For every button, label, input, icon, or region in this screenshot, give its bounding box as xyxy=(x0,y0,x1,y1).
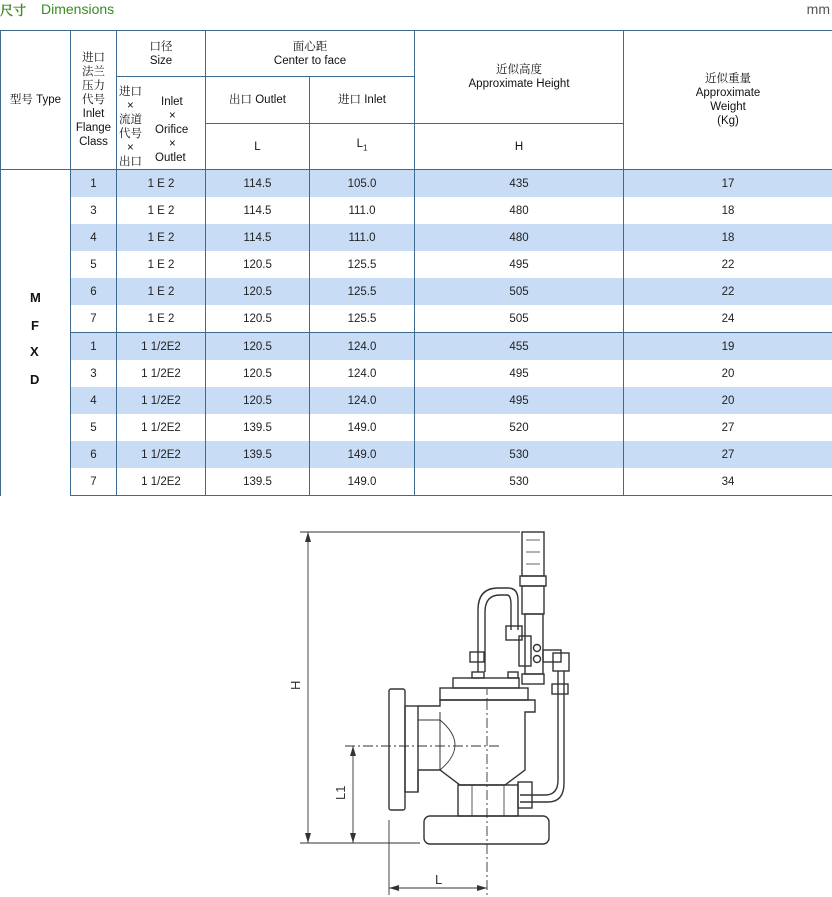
class-cell: 6 xyxy=(71,441,117,468)
L-cell: 120.5 xyxy=(206,360,310,387)
size-cell: 1 E 2 xyxy=(117,170,206,198)
table-row xyxy=(1,414,832,441)
L-cell: 120.5 xyxy=(206,387,310,414)
weight-cell: 19 xyxy=(624,333,832,361)
section-title-en: Dimensions xyxy=(41,1,115,17)
weight-label-line: (Kg) xyxy=(717,115,739,127)
weight-cell: 24 xyxy=(624,305,832,333)
class-cell: 6 xyxy=(71,278,117,305)
weight-cell: 22 xyxy=(624,251,832,278)
size-label-zh: 口径 xyxy=(149,40,173,53)
table-row xyxy=(1,170,832,198)
H-cell: 480 xyxy=(415,197,624,224)
weight-header xyxy=(624,31,832,170)
L-cell: 120.5 xyxy=(206,305,310,333)
valve-drawing xyxy=(0,505,832,897)
size-sub-text: Orifice xyxy=(155,124,189,136)
height-label-zh: 近似高度 xyxy=(496,64,543,76)
class-cell: 7 xyxy=(71,468,117,496)
weight-cell: 18 xyxy=(624,224,832,251)
class-cell: 5 xyxy=(71,414,117,441)
weight-label-line: Approximate xyxy=(695,87,761,99)
class-label-line: 进口 xyxy=(82,52,105,64)
size-cell: 1 E 2 xyxy=(117,278,206,305)
L1-cell: 149.0 xyxy=(310,414,415,441)
H-header: H xyxy=(415,124,624,170)
type-letter: D xyxy=(30,372,40,387)
table-row xyxy=(1,360,832,387)
size-cell: 1 E 2 xyxy=(117,197,206,224)
weight-cell: 18 xyxy=(624,197,832,224)
H-cell: 435 xyxy=(415,170,624,198)
class-cell: 7 xyxy=(71,305,117,333)
section-title-zh: 尺寸 xyxy=(0,3,27,18)
class-label-line: Class xyxy=(79,136,108,148)
H-cell: 505 xyxy=(415,305,624,333)
weight-cell: 22 xyxy=(624,278,832,305)
height-header xyxy=(415,31,624,124)
dimensions-table xyxy=(0,30,832,496)
table-row xyxy=(1,278,832,305)
L1-cell: 125.5 xyxy=(310,278,415,305)
L1-subscript: 1 xyxy=(362,143,368,153)
weight-cell: 34 xyxy=(624,468,832,496)
size-sub-text: × xyxy=(169,138,176,150)
table-row xyxy=(1,197,832,224)
size-cell: 1 1/2E2 xyxy=(117,333,206,361)
size-header xyxy=(117,31,206,77)
L-cell: 114.5 xyxy=(206,224,310,251)
weight-cell: 17 xyxy=(624,170,832,198)
L1-dimension xyxy=(333,746,500,843)
class-label-line: 法兰 xyxy=(82,66,105,78)
dim-L1-label: L1 xyxy=(333,785,348,800)
size-sub-text: 出口 xyxy=(119,156,142,168)
H-cell: 495 xyxy=(415,251,624,278)
section-header xyxy=(0,0,832,22)
size-sub-text: Inlet xyxy=(161,96,183,108)
L-cell: 139.5 xyxy=(206,468,310,496)
H-cell: 495 xyxy=(415,360,624,387)
H-cell: 480 xyxy=(415,224,624,251)
inlet-flange-class-header xyxy=(71,31,117,170)
size-cell: 1 1/2E2 xyxy=(117,468,206,496)
pilot-assembly xyxy=(470,532,569,808)
type-letter: X xyxy=(30,344,39,359)
L-cell: 114.5 xyxy=(206,170,310,198)
size-sub-text: 流道 xyxy=(119,114,142,126)
size-cell: 1 1/2E2 xyxy=(117,441,206,468)
size-sub-text: × xyxy=(127,142,134,154)
weight-cell: 27 xyxy=(624,441,832,468)
class-label-line: Flange xyxy=(75,122,112,134)
class-cell: 4 xyxy=(71,224,117,251)
class-cell: 1 xyxy=(71,333,117,361)
H-cell: 495 xyxy=(415,387,624,414)
table-row xyxy=(1,468,832,496)
center-label-zh: 面心距 xyxy=(292,40,328,53)
size-cell: 1 1/2E2 xyxy=(117,387,206,414)
table-row xyxy=(1,387,832,414)
size-cell: 1 1/2E2 xyxy=(117,414,206,441)
L1-cell: 149.0 xyxy=(310,468,415,496)
center-label-en: Center to face xyxy=(273,54,347,67)
table-row xyxy=(1,251,832,278)
table-row xyxy=(1,333,832,361)
type-letter: M xyxy=(30,290,41,305)
size-cell: 1 E 2 xyxy=(117,305,206,333)
type-letter: F xyxy=(31,318,39,333)
size-sub-header xyxy=(117,77,206,170)
L-cell: 120.5 xyxy=(206,251,310,278)
size-sub-text: × xyxy=(169,110,176,122)
class-cell: 1 xyxy=(71,170,117,198)
class-label-line: 代号 xyxy=(82,94,105,106)
dim-L-label: L xyxy=(435,872,443,887)
size-cell: 1 E 2 xyxy=(117,224,206,251)
weight-label-line: 近似重量 xyxy=(705,73,752,85)
L1-cell: 105.0 xyxy=(310,170,415,198)
weight-cell: 27 xyxy=(624,414,832,441)
size-sub-text: Outlet xyxy=(155,152,186,164)
type-header: 型号 Type xyxy=(1,31,71,170)
L1-cell: 124.0 xyxy=(310,387,415,414)
L1-cell: 111.0 xyxy=(310,197,415,224)
H-cell: 530 xyxy=(415,441,624,468)
valve-body xyxy=(389,672,549,844)
size-sub-text: 代号 xyxy=(119,128,142,140)
inlet-header: 进口 Inlet xyxy=(310,77,415,124)
L-cell: 114.5 xyxy=(206,197,310,224)
L1-cell: 124.0 xyxy=(310,360,415,387)
table-row xyxy=(1,305,832,333)
H-cell: 530 xyxy=(415,468,624,496)
outlet-header: 出口 Outlet xyxy=(206,77,310,124)
size-sub-text: 进口 xyxy=(119,86,142,98)
L1-cell: 125.5 xyxy=(310,305,415,333)
weight-cell: 20 xyxy=(624,387,832,414)
L-cell: 120.5 xyxy=(206,278,310,305)
center-to-face-header xyxy=(206,31,415,77)
L-cell: 139.5 xyxy=(206,414,310,441)
dim-H-label: H xyxy=(288,680,303,690)
H-cell: 505 xyxy=(415,278,624,305)
L1-header xyxy=(310,124,415,170)
H-cell: 520 xyxy=(415,414,624,441)
size-sub-text: × xyxy=(127,100,134,112)
L-cell: 120.5 xyxy=(206,333,310,361)
table-row xyxy=(1,224,832,251)
L-cell: 139.5 xyxy=(206,441,310,468)
class-label-line: 压力 xyxy=(82,80,105,92)
size-cell: 1 1/2E2 xyxy=(117,360,206,387)
weight-cell: 20 xyxy=(624,360,832,387)
L1-cell: 124.0 xyxy=(310,333,415,361)
weight-label-line: Weight xyxy=(710,101,746,113)
H-cell: 455 xyxy=(415,333,624,361)
L1-letter: L xyxy=(356,138,363,151)
L1-cell: 125.5 xyxy=(310,251,415,278)
class-cell: 4 xyxy=(71,387,117,414)
size-cell: 1 E 2 xyxy=(117,251,206,278)
L1-cell: 149.0 xyxy=(310,441,415,468)
class-cell: 5 xyxy=(71,251,117,278)
L-header: L xyxy=(206,124,310,170)
L1-cell: 111.0 xyxy=(310,224,415,251)
table-row xyxy=(1,441,832,468)
class-cell: 3 xyxy=(71,360,117,387)
size-label-en: Size xyxy=(149,54,173,67)
unit-label: mm xyxy=(806,1,830,17)
class-cell: 3 xyxy=(71,197,117,224)
height-label-en: Approximate Height xyxy=(468,78,570,90)
class-label-line: Inlet xyxy=(82,108,105,120)
